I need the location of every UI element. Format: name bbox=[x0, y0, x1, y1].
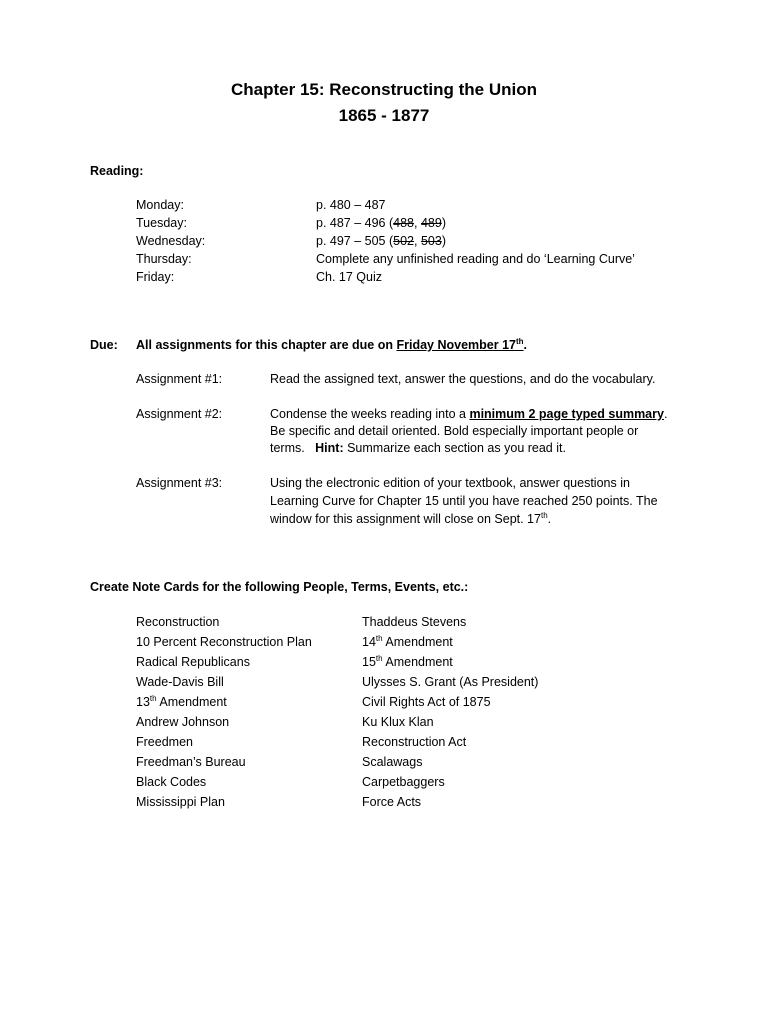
reading-pages bbox=[316, 234, 446, 248]
assignment-1-label: Assignment #1: bbox=[136, 372, 223, 386]
notecard-term: Reconstruction Act bbox=[362, 735, 467, 749]
notecard-term: Black Codes bbox=[136, 775, 207, 789]
notecard-term: Andrew Johnson bbox=[136, 715, 230, 729]
reading-day: Thursday: bbox=[136, 252, 192, 266]
reading-day: Tuesday: bbox=[136, 216, 187, 230]
paren-close: ) bbox=[441, 216, 446, 230]
page-subtitle-years: 1865 - 1877 bbox=[338, 106, 430, 125]
due-period: . bbox=[523, 338, 528, 352]
reading-heading: Reading: bbox=[90, 164, 144, 178]
assignment-2-text: Condense the weeks reading into a bbox=[270, 407, 470, 421]
hint-label: Hint: bbox=[315, 441, 344, 455]
notecards-heading: Create Note Cards for the following People, Terms, Events, etc.: bbox=[90, 580, 469, 594]
reading-pages: p. 480 – 487 bbox=[316, 198, 386, 212]
reading-pages: Ch. 17 Quiz bbox=[316, 270, 383, 284]
struck-page: 502 bbox=[393, 234, 415, 248]
separator: , bbox=[414, 216, 421, 230]
due-statement bbox=[136, 338, 527, 352]
amendment-word: Amendment bbox=[382, 635, 453, 649]
reading-pages bbox=[316, 216, 446, 230]
paren-close: ) bbox=[441, 234, 446, 248]
notecard-term bbox=[136, 695, 227, 709]
notecard-term: Scalawags bbox=[362, 755, 423, 769]
separator: , bbox=[414, 234, 421, 248]
due-text: All assignments for this chapter are due on bbox=[136, 338, 397, 352]
reading-day: Monday: bbox=[136, 198, 184, 212]
ordinal-suffix: th bbox=[375, 633, 383, 643]
due-label: Due: bbox=[90, 338, 118, 352]
notecard-term: Freedman’s Bureau bbox=[136, 755, 246, 769]
notecard-term bbox=[362, 655, 453, 669]
assignment-3-text: window for this assignment will close on Sept. 17 bbox=[270, 512, 541, 526]
due-date bbox=[396, 338, 523, 352]
assignment-3-line1: Using the electronic edition of your textbook, answer questions in bbox=[270, 476, 630, 490]
notecard-term: Mississippi Plan bbox=[136, 795, 225, 809]
notecard-term: Ku Klux Klan bbox=[362, 715, 434, 729]
assignment-3-line3 bbox=[270, 512, 551, 526]
assignment-3-line2: Learning Curve for Chapter 15 until you have reached 250 points. The bbox=[270, 494, 658, 508]
assignment-2-emphasis: minimum 2 page typed summary bbox=[469, 407, 664, 421]
notecard-term: Reconstruction bbox=[136, 615, 220, 629]
reading-day: Wednesday: bbox=[136, 234, 206, 248]
ordinal-suffix: th bbox=[149, 693, 157, 703]
notecard-term: Carpetbaggers bbox=[362, 775, 445, 789]
notecard-term: Force Acts bbox=[362, 795, 422, 809]
struck-page: 503 bbox=[420, 234, 442, 248]
reading-pages: Complete any unfinished reading and do ‘Learning Curve’ bbox=[316, 252, 635, 266]
assignment-3-label: Assignment #3: bbox=[136, 476, 223, 490]
notecard-term: Wade-Davis Bill bbox=[136, 675, 224, 689]
notecard-term: Civil Rights Act of 1875 bbox=[362, 695, 491, 709]
page-title: Chapter 15: Reconstructing the Union bbox=[230, 80, 538, 99]
due-date-text: Friday November 17 bbox=[396, 338, 516, 352]
due-date-suffix: th bbox=[515, 336, 524, 346]
assignment-2-period: . bbox=[663, 407, 668, 421]
notecard-term: Ulysses S. Grant (As President) bbox=[362, 675, 539, 689]
assignment-2-line2: Be specific and detail oriented. Bold especially important people or bbox=[270, 424, 639, 438]
assignment-1-text: Read the assigned text, answer the questions, and do the vocabulary. bbox=[270, 372, 656, 386]
amendment-word: Amendment bbox=[382, 655, 453, 669]
ordinal-suffix: th bbox=[375, 653, 383, 663]
notecard-term: Thaddeus Stevens bbox=[362, 615, 467, 629]
notecard-term: 10 Percent Reconstruction Plan bbox=[136, 635, 312, 649]
notecard-term bbox=[362, 635, 453, 649]
struck-page: 489 bbox=[420, 216, 442, 230]
hint-text: Summarize each section as you read it. bbox=[343, 441, 566, 455]
assignment-2-text: terms. bbox=[270, 441, 316, 455]
amendment-number: 13 bbox=[136, 695, 150, 709]
notecard-term: Freedmen bbox=[136, 735, 193, 749]
amendment-word: Amendment bbox=[156, 695, 227, 709]
struck-page: 488 bbox=[393, 216, 415, 230]
assignment-2-label: Assignment #2: bbox=[136, 407, 223, 421]
assignment-3-period: . bbox=[547, 512, 552, 526]
date-suffix: th bbox=[540, 510, 548, 520]
reading-day: Friday: bbox=[136, 270, 175, 284]
amendment-number: 14 bbox=[362, 635, 376, 649]
assignment-2-line3 bbox=[270, 441, 566, 455]
amendment-number: 15 bbox=[362, 655, 376, 669]
reading-pages-text: p. 497 – 505 ( bbox=[316, 234, 394, 248]
notecard-term: Radical Republicans bbox=[136, 655, 250, 669]
reading-pages-text: p. 487 – 496 ( bbox=[316, 216, 394, 230]
assignment-2-line1 bbox=[270, 407, 667, 421]
